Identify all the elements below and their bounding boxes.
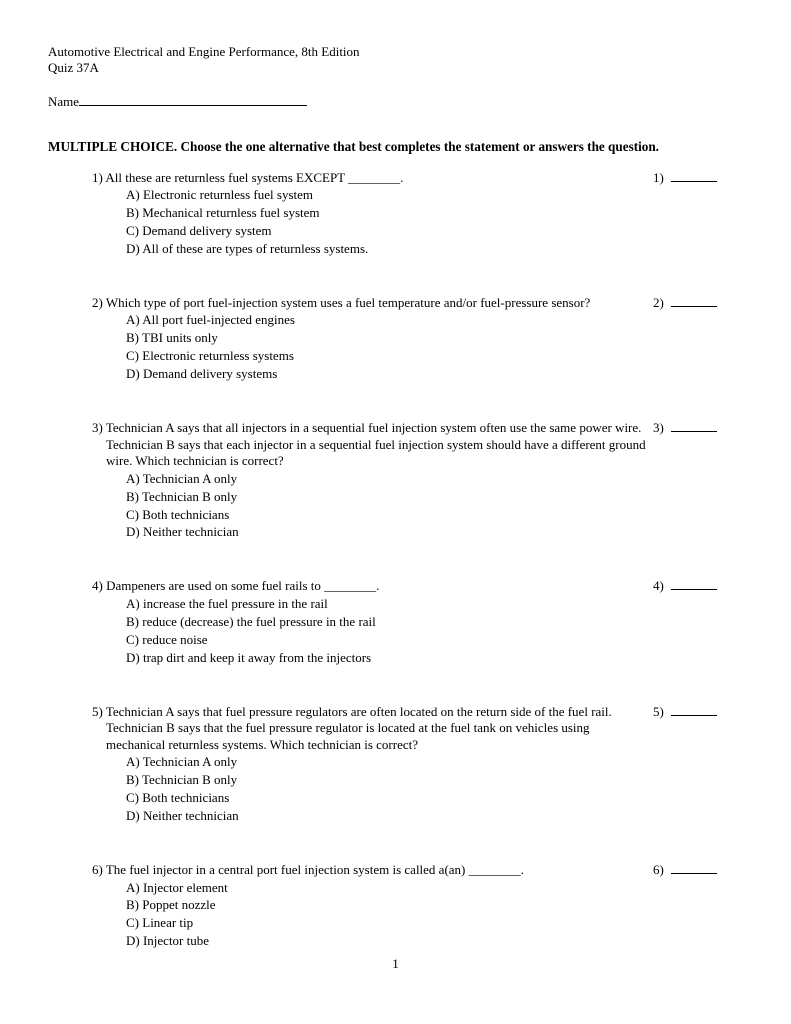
question-body: [48, 578, 647, 666]
question-number: 2): [92, 294, 103, 310]
option-c: C) Both technicians: [126, 506, 230, 522]
answer-label: 5): [653, 703, 664, 719]
name-row: [48, 93, 745, 110]
option-b: B) Poppet nozzle: [126, 897, 216, 913]
answer-blank: [671, 862, 717, 874]
answer-area: [653, 420, 745, 436]
option-b: B) TBI units only: [126, 330, 218, 346]
option-c: C) Demand delivery system: [126, 222, 272, 238]
option-b: B) reduce (decrease) the fuel pressure in the rail: [126, 613, 376, 629]
name-label: Name: [48, 93, 80, 109]
answer-area: [653, 704, 745, 720]
option-d: D) Demand delivery systems: [126, 365, 278, 381]
question-number: 5): [92, 703, 103, 719]
question-body: [48, 862, 647, 950]
answer-area: [653, 295, 745, 311]
question-text: 3) Technician A says that all injectors in a sequential fuel injection system often use the same power wire. Technician B says that each injector in a sequential fuel injection system should have a different ground wire. Which technician is correct?: [92, 419, 646, 469]
question-number: 4): [92, 578, 103, 594]
option-d: D) All of these are types of returnless systems.: [126, 240, 369, 256]
question-text: 4) Dampeners are used on some fuel rails to ________.: [92, 578, 380, 594]
option-list: [92, 187, 647, 258]
question-4: [48, 578, 745, 666]
option-d: D) Injector tube: [126, 933, 210, 949]
answer-label: 4): [653, 578, 664, 594]
answer-area: [653, 862, 745, 878]
option-b: B) Technician B only: [126, 488, 238, 504]
question-body: [48, 170, 647, 258]
option-list: [92, 754, 647, 825]
option-b: B) Technician B only: [126, 772, 238, 788]
answer-label: 1): [653, 169, 664, 185]
name-blank-line: [79, 93, 307, 106]
answer-label: 2): [653, 294, 664, 310]
quiz-number: Quiz 37A: [48, 60, 99, 76]
answer-area: [653, 170, 745, 186]
question-2: [48, 295, 745, 383]
question-body: [48, 704, 647, 825]
question-5: [48, 704, 745, 825]
option-a: A) Electronic returnless fuel system: [126, 187, 313, 203]
answer-blank: [671, 420, 717, 432]
answer-area: [653, 578, 745, 594]
option-c: C) reduce noise: [126, 631, 208, 647]
option-d: D) trap dirt and keep it away from the injectors: [126, 649, 372, 665]
option-a: A) All port fuel-injected engines: [126, 312, 295, 328]
answer-label: 3): [653, 419, 664, 435]
option-b: B) Mechanical returnless fuel system: [126, 205, 320, 221]
question-text: 6) The fuel injector in a central port fuel injection system is called a(an) ________.: [92, 861, 524, 877]
option-list: [92, 312, 647, 383]
answer-blank: [671, 704, 717, 716]
answer-blank: [671, 170, 717, 182]
option-list: [92, 880, 647, 951]
option-c: C) Electronic returnless systems: [126, 348, 294, 364]
question-text: 1) All these are returnless fuel systems EXCEPT ________.: [92, 169, 404, 185]
instruction-heading: MULTIPLE CHOICE. Choose the one alternative that best completes the statement or answers the question.: [48, 138, 659, 154]
question-1: [48, 170, 745, 258]
question-list: [48, 170, 745, 951]
answer-label: 6): [653, 861, 664, 877]
document-title: Automotive Electrical and Engine Performance, 8th Edition: [48, 44, 360, 59]
option-a: A) Injector element: [126, 879, 228, 895]
answer-blank: [671, 295, 717, 307]
question-text: 2) Which type of port fuel-injection system uses a fuel temperature and/or fuel-pressure sensor?: [92, 294, 591, 310]
question-body: [48, 420, 647, 541]
question-body: [48, 295, 647, 383]
option-c: C) Linear tip: [126, 915, 194, 931]
option-d: D) Neither technician: [126, 524, 239, 540]
option-list: [92, 596, 647, 667]
option-a: A) Technician A only: [126, 754, 238, 770]
option-a: A) Technician A only: [126, 470, 238, 486]
option-a: A) increase the fuel pressure in the rail: [126, 595, 328, 611]
document-header: [48, 44, 745, 77]
question-text: 5) Technician A says that fuel pressure regulators are often located on the return side of the fuel rail. Technician B says that the fuel pressure regulator is located at the fuel tank on vehicles using mechanical returnless systems. Which technician is correct?: [92, 703, 612, 752]
question-3: [48, 420, 745, 541]
answer-blank: [671, 578, 717, 590]
question-number: 1): [92, 169, 103, 185]
page-number: 1: [392, 956, 399, 971]
option-d: D) Neither technician: [126, 808, 239, 824]
question-6: [48, 862, 745, 950]
question-number: 3): [92, 419, 103, 435]
option-c: C) Both technicians: [126, 790, 230, 806]
question-number: 6): [92, 861, 103, 877]
option-list: [92, 471, 647, 542]
